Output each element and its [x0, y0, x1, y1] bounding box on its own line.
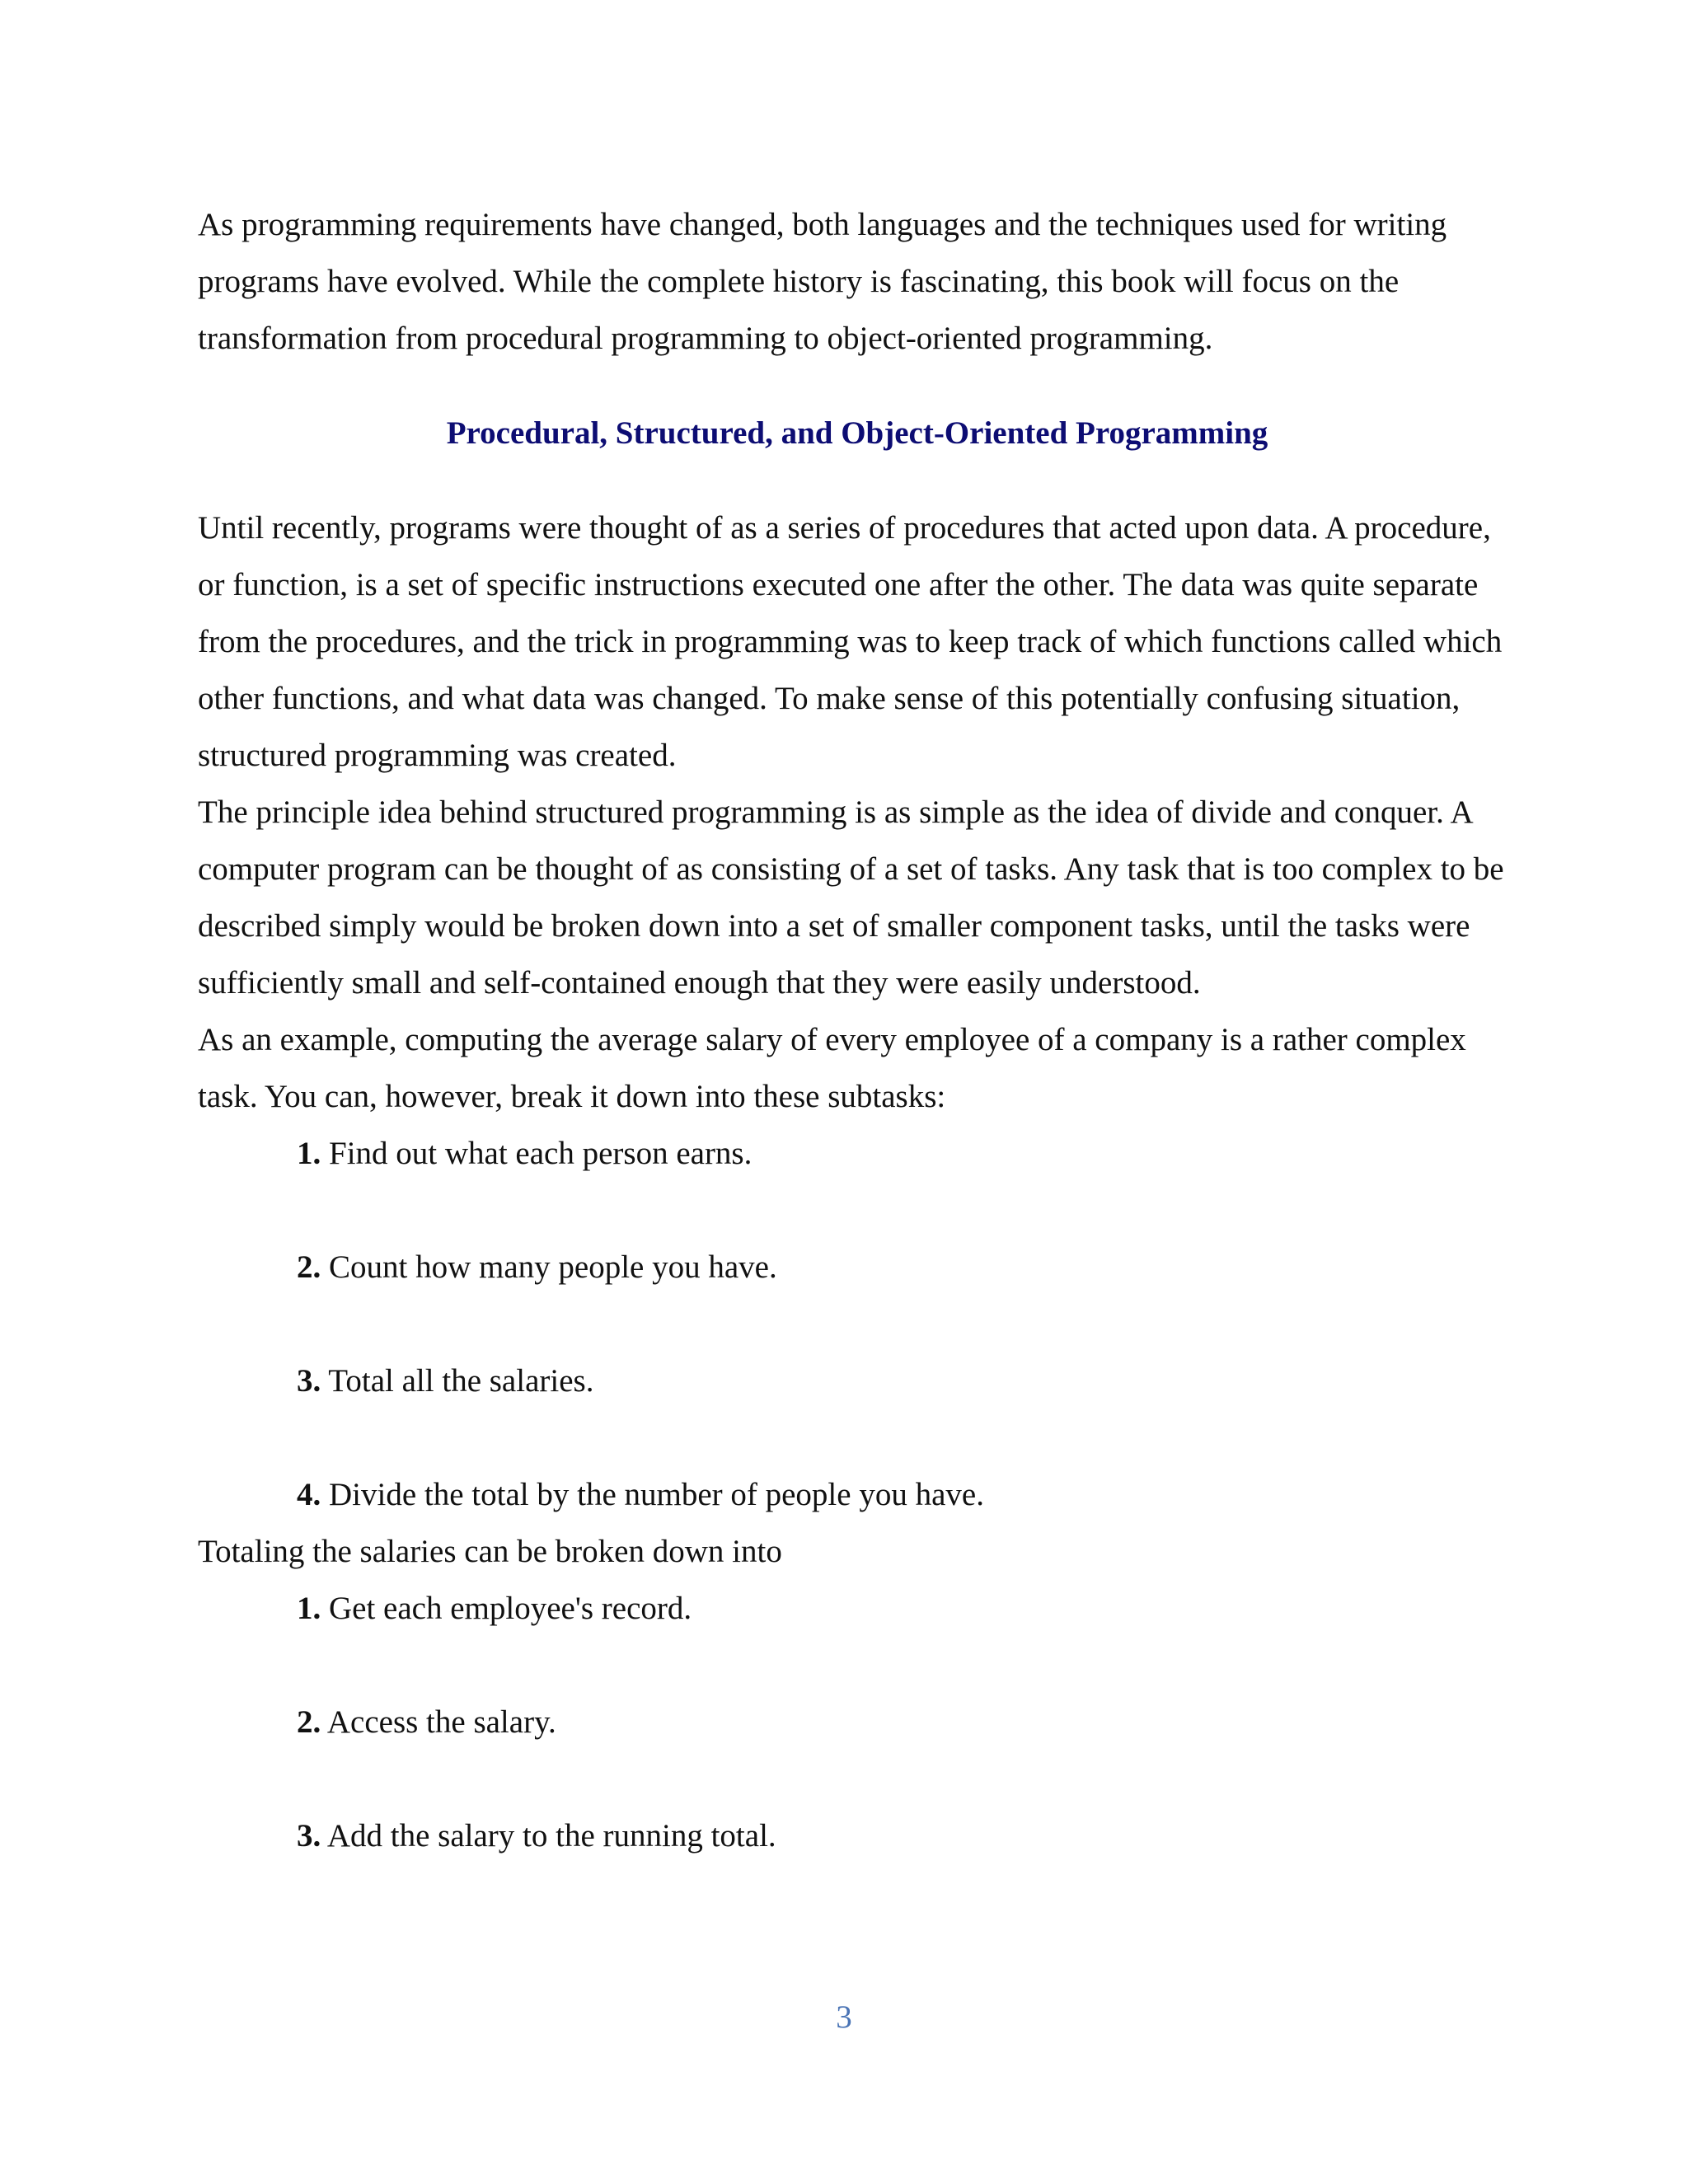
- intro-paragraph: As programming requirements have changed, both languages and the techniques used for writing programs have evolved. While the complete history is fascinating, this book will focus on the transformation from procedural programming to object-oriented programming.: [198, 207, 1447, 356]
- list-item-number: 1.: [297, 1591, 321, 1626]
- list-item-text: Add the salary to the running total.: [321, 1818, 776, 1854]
- section-heading: Procedural, Structured, and Object-Oriented Programming: [446, 415, 1268, 451]
- paragraph-structured: The principle idea behind structured programming is as simple as the idea of divide and conquer. A computer program can be thought of as consisting of a set of tasks. Any task that is too complex to be described simply would be broken down into a set of smaller component tasks, until the tasks were sufficiently small and self-contained enough that they were easily understood.: [198, 794, 1504, 1001]
- list-item-number: 2.: [297, 1249, 321, 1285]
- list-item-text: Count how many people you have.: [321, 1249, 777, 1285]
- list-item-text: Divide the total by the number of people you have.: [321, 1477, 984, 1512]
- paragraph-example: As an example, computing the average salary of every employee of a company is a rather complex task. You can, however, break it down into these subtasks:: [198, 1022, 1466, 1114]
- list-item: [198, 1807, 1517, 1864]
- list-item-number: 2.: [297, 1704, 321, 1740]
- list-item-text: Find out what each person earns.: [321, 1136, 753, 1171]
- list-item: [198, 1352, 1517, 1409]
- list-item-number: 4.: [297, 1477, 321, 1512]
- list-item: [198, 1580, 1517, 1637]
- list-item-number: 3.: [297, 1363, 321, 1399]
- list-item-number: 3.: [297, 1818, 321, 1854]
- list-item-number: 1.: [297, 1136, 321, 1171]
- paragraph-procedures: Until recently, programs were thought of as a series of procedures that acted upon data. A procedure, or function, is a set of specific instructions executed one after the other. The data was quite separate from the procedures, and the trick in programming was to keep track of which functions called which other functions, and what data was changed. To make sense of this potentially confusing situation, structured programming was created.: [198, 510, 1503, 773]
- list-item-text: Total all the salaries.: [321, 1363, 594, 1399]
- list-item: [198, 1694, 1517, 1750]
- list-item-text: Access the salary.: [321, 1704, 556, 1740]
- list-item-text: Get each employee's record.: [321, 1591, 692, 1626]
- totaling-list: [198, 1580, 1517, 1864]
- paragraph-totaling: Totaling the salaries can be broken down into: [198, 1534, 782, 1569]
- list-item: [198, 1466, 1517, 1523]
- list-item: [198, 1125, 1517, 1182]
- page-content: [198, 196, 1517, 1864]
- page-number: 3: [836, 1999, 852, 2035]
- list-item: [198, 1239, 1517, 1296]
- subtask-list: [198, 1125, 1517, 1523]
